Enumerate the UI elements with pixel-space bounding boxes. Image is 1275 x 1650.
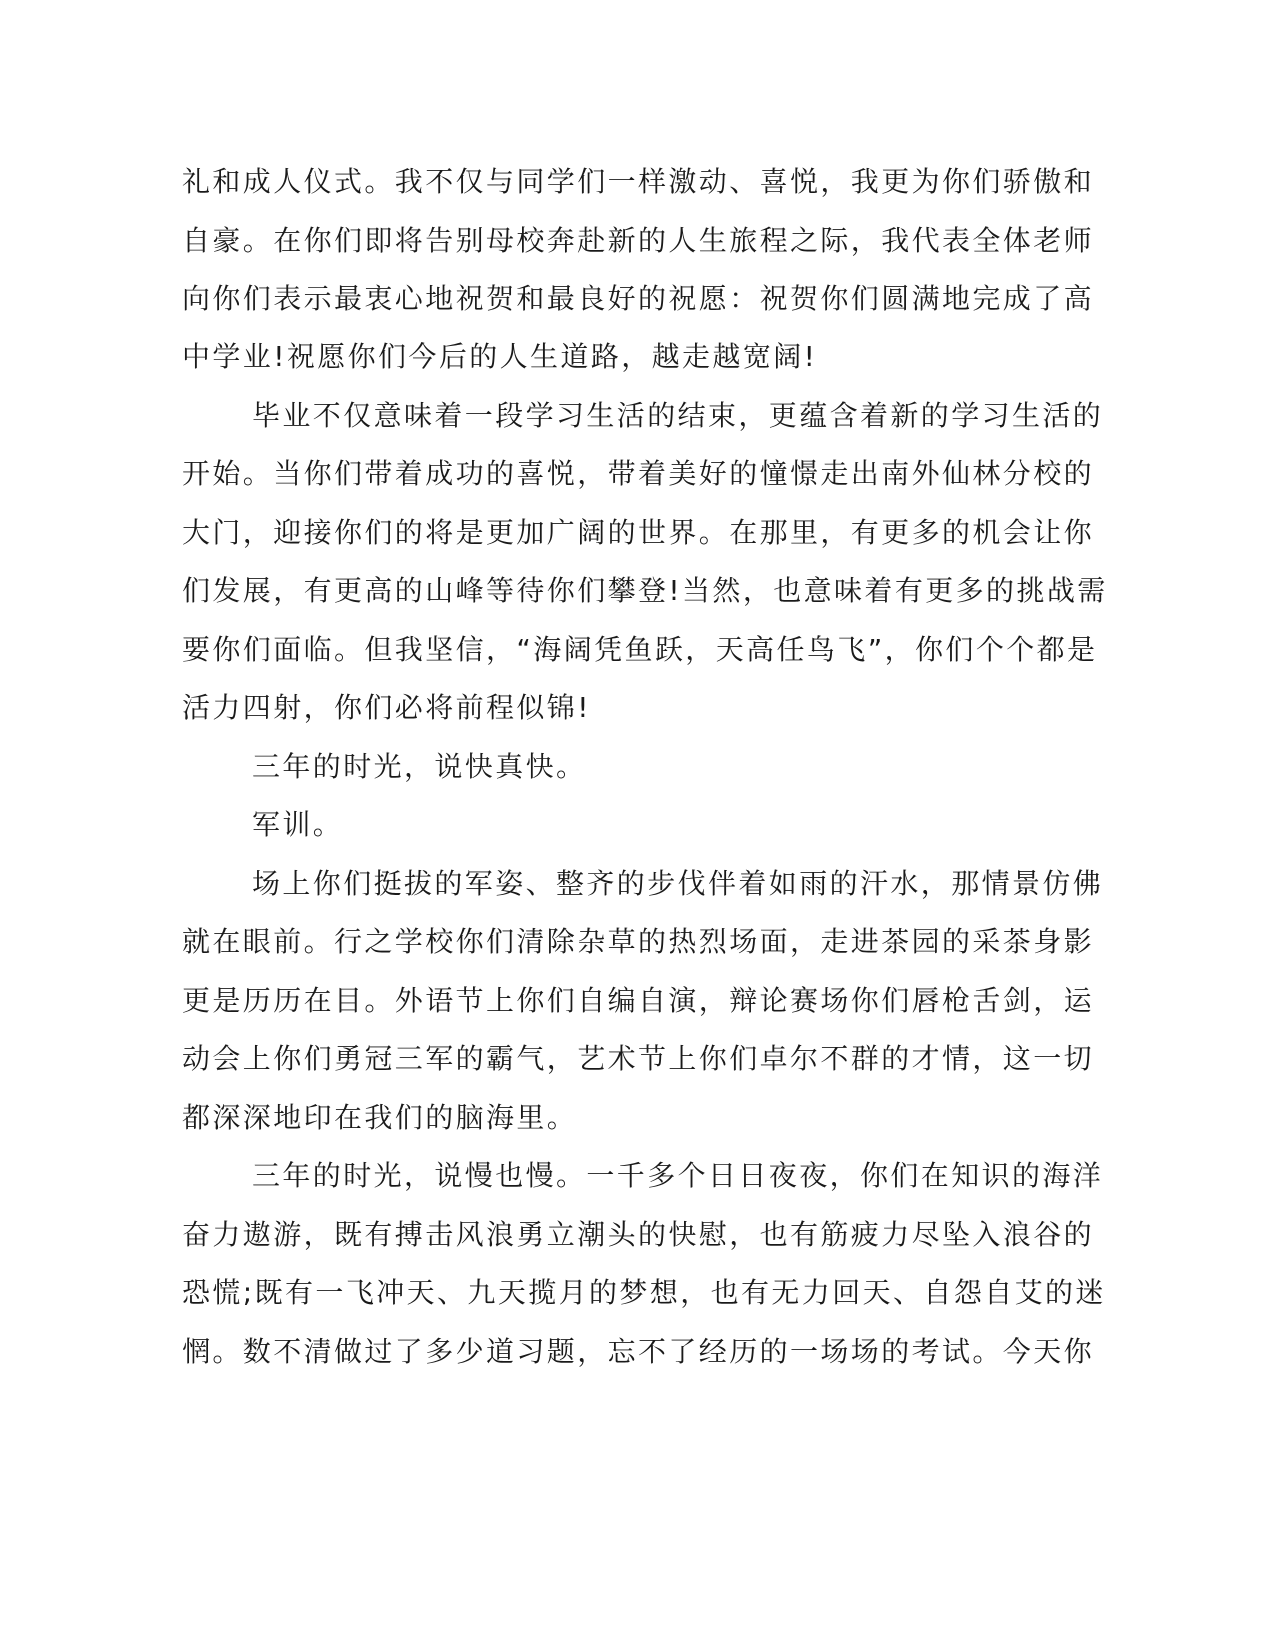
text-line-2: 自豪。在你们即将告别母校奔赴新的人生旅程之际，我代表全体老师 <box>182 224 1095 257</box>
text-line-14: 就在眼前。行之学校你们清除杂草的热烈场面，走进茶园的采茶身影 <box>182 925 1095 958</box>
paragraph-start-line: 毕业不仅意味着一段学习生活的结束，更蕴含着新的学习生活的 <box>252 399 1104 432</box>
text-line-10: 活力四射，你们必将前程似锦! <box>182 691 591 724</box>
text-line-15: 更是历历在目。外语节上你们自编自演，辩论赛场你们唇枪舌剑，运 <box>182 984 1095 1017</box>
text-line-9: 要你们面临。但我坚信，“海阔凭鱼跃，天高任鸟飞”，你们个个都是 <box>182 633 1098 666</box>
text-line-17: 都深深地印在我们的脑海里。 <box>182 1101 578 1134</box>
text-line-4: 中学业!祝愿你们今后的人生道路，越走越宽阔! <box>182 340 818 373</box>
text-line-6: 开始。当你们带着成功的喜悦，带着美好的憧憬走出南外仙林分校的 <box>182 457 1095 490</box>
text-line-7: 大门，迎接你们的将是更加广阔的世界。在那里，有更多的机会让你 <box>182 516 1095 549</box>
text-line-20: 恐慌;既有一飞冲天、九天揽月的梦想，也有无力回天、自怨自艾的迷 <box>182 1276 1106 1309</box>
paragraph-start-line: 三年的时光，说慢也慢。一千多个日日夜夜，你们在知识的海洋 <box>252 1159 1104 1192</box>
paragraph-start-line: 军训。 <box>252 808 344 841</box>
text-line-3: 向你们表示最衷心地祝贺和最良好的祝愿：祝贺你们圆满地完成了高 <box>182 282 1095 315</box>
paragraph-start-line: 三年的时光，说快真快。 <box>252 750 587 783</box>
text-line-1: 礼和成人仪式。我不仅与同学们一样激动、喜悦，我更为你们骄傲和 <box>182 165 1095 198</box>
paragraph-start-line: 场上你们挺拔的军姿、整齐的步伐伴着如雨的汗水，那情景仿佛 <box>252 867 1104 900</box>
text-line-19: 奋力遨游，既有搏击风浪勇立潮头的快慰，也有筋疲力尽坠入浪谷的 <box>182 1218 1095 1251</box>
text-line-21: 惘。数不清做过了多少道习题，忘不了经历的一场场的考试。今天你 <box>182 1335 1095 1368</box>
text-line-8: 们发展，有更高的山峰等待你们攀登!当然，也意味着有更多的挑战需 <box>182 574 1108 607</box>
text-line-16: 动会上你们勇冠三军的霸气，艺术节上你们卓尔不群的才情，这一切 <box>182 1042 1095 1075</box>
